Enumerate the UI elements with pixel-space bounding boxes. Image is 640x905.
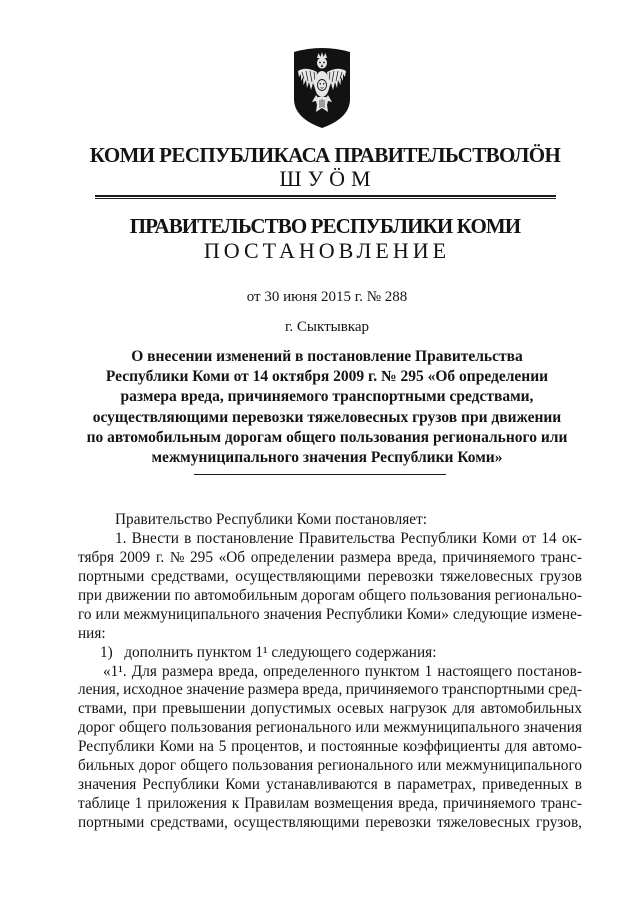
body-line xyxy=(78,738,582,757)
body-line xyxy=(78,663,582,682)
body-line xyxy=(78,776,582,795)
body-line xyxy=(78,644,582,663)
body-line-text: портными средствами, осуществляющими перевозки тяжеловесных грузов, xyxy=(78,814,582,831)
body-line-text: дорог общего пользования регионального или межмуниципального значения xyxy=(78,719,582,737)
body-line xyxy=(78,757,582,776)
body-line-text: тября 2009 г. № 295 «Об определении размера вреда, причиняемого транс- xyxy=(78,548,582,566)
body-line xyxy=(78,681,582,700)
body-line-text: значения Республики Коми устанавливаются в параметрах, приведенных в xyxy=(78,776,582,794)
body-line xyxy=(78,549,582,568)
body-line xyxy=(78,530,582,549)
body-line-text: го или межмуниципального значения Республики Коми» следующие измене- xyxy=(78,605,582,623)
body-line xyxy=(78,795,582,814)
body-line-text: при движении по автомобильным дорогам общего пользования регионально- xyxy=(78,586,582,604)
title-line: размера вреда, причиняемого транспортными средствами, xyxy=(120,388,534,406)
body-line xyxy=(78,625,582,644)
body-line-text: 1. Внести в постановление Правительства Республики Коми от 14 ок- xyxy=(115,529,582,547)
body-line xyxy=(78,606,582,625)
body-line-text: 1) дополнить пунктом 1¹ следующего содержания: xyxy=(100,643,437,661)
body-line-text: Республики Коми на 5 процентов, и постоянные коэффициенты для автомо- xyxy=(78,738,582,756)
russian-document-type: ПОСТАНОВЛЕНИЕ xyxy=(203,238,451,263)
body-line xyxy=(78,568,582,587)
body-line-text: «1¹. Для размера вреда, определенного пунктом 1 настоящего постанов- xyxy=(103,662,582,680)
body-line xyxy=(78,719,582,738)
komi-government-title: КОМИ РЕСПУБЛИКАСА ПРАВИТЕЛЬСТВОЛÖН xyxy=(89,143,561,167)
document-city: г. Сыктывкар xyxy=(284,319,370,335)
body-line xyxy=(78,700,582,719)
body-line-text: ния: xyxy=(78,624,106,642)
body-line xyxy=(78,587,582,606)
body-line-text: Правительство Республики Коми постановляет: xyxy=(115,511,428,528)
body-line-text: портными средствами, осуществляющими перевозки тяжеловесных грузов xyxy=(78,567,582,585)
russian-government-title: ПРАВИТЕЛЬСТВО РЕСПУБЛИКИ КОМИ xyxy=(129,214,521,238)
body-text xyxy=(78,511,582,833)
komi-document-type: ШУÖМ xyxy=(279,166,377,191)
title-line: осуществляющими перевозки тяжеловесных грузов при движении xyxy=(92,408,562,426)
title-line: по автомобильным дорогам общего пользования регионального или xyxy=(86,428,568,446)
title-line: межмуниципального значения Республики Коми» xyxy=(151,448,503,466)
document-title xyxy=(14,347,640,468)
komi-coat-of-arms-icon xyxy=(292,44,352,129)
title-underline xyxy=(194,474,446,475)
body-line-text: таблице 1 приложения к Правилам возмещения вреда, причиняемого транс- xyxy=(78,795,582,813)
document-date-number: от 30 июня 2015 г. № 288 xyxy=(246,289,408,305)
body-line-text: ления, исходное значение размера вреда, причиняемого транспортными сред- xyxy=(78,681,582,699)
body-line xyxy=(78,814,582,833)
title-line: Республики Коми от 14 октября 2009 г. № 295 «Об определении xyxy=(105,368,549,386)
body-line-text: ствами, при превышении допустимых осевых нагрузок для автомобильных xyxy=(78,700,582,718)
title-line: О внесении изменений в постановление Правительства xyxy=(131,348,523,365)
header-double-rule xyxy=(95,195,556,199)
body-line-text: бильных дорог общего пользования регионального или межмуниципального xyxy=(78,757,582,775)
body-line xyxy=(78,511,582,530)
